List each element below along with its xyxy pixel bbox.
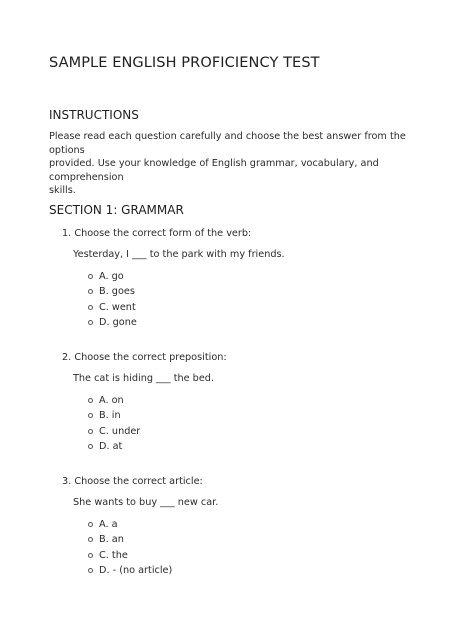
section-1-heading: SECTION 1: GRAMMAR [49, 203, 184, 217]
option-item [88, 532, 172, 547]
instructions-heading: INSTRUCTIONS [49, 108, 139, 122]
instructions-line: provided. Use your knowledge of English grammar, vocabulary, and comprehension [49, 158, 379, 183]
instructions-line: Please read each question carefully and choose the best answer from the options [49, 131, 406, 156]
option-label: D. - (no article) [99, 564, 173, 576]
bullet-icon [88, 568, 93, 573]
bullet-icon [88, 320, 93, 325]
option-label: B. an [99, 534, 124, 546]
question-1-prompt: 1. Choose the correct form of the verb: [62, 228, 252, 239]
question-3-prompt: 3. Choose the correct article: [62, 476, 203, 487]
question-3-stem: She wants to buy ___ new car. [73, 497, 219, 508]
bullet-icon [88, 537, 93, 542]
option-item [88, 300, 137, 315]
option-item [88, 284, 137, 299]
option-label: D. at [99, 440, 123, 452]
bullet-icon [88, 413, 93, 418]
option-item [88, 424, 140, 439]
option-label: C. under [99, 425, 141, 437]
option-label: A. on [99, 395, 124, 406]
instructions-line: skills. [49, 185, 76, 197]
bullet-icon [88, 444, 93, 449]
option-item [88, 563, 172, 578]
bullet-icon [88, 522, 93, 527]
question-2-prompt: 2. Choose the correct preposition: [62, 352, 227, 363]
bullet-icon [88, 305, 93, 310]
bullet-icon [88, 553, 93, 558]
bullet-icon [88, 289, 93, 294]
question-1-options [88, 269, 137, 330]
option-item [88, 548, 172, 563]
option-item [88, 439, 140, 454]
question-2-options [88, 393, 140, 454]
option-label: B. goes [99, 286, 135, 298]
option-item [88, 393, 140, 408]
question-3-options [88, 517, 172, 578]
question-2-stem: The cat is hiding ___ the bed. [73, 373, 215, 384]
option-label: B. in [99, 410, 121, 422]
option-label: D. gone [99, 316, 137, 328]
option-item [88, 269, 137, 284]
bullet-icon [88, 429, 93, 434]
instructions-paragraph [49, 130, 439, 198]
option-label: C. went [99, 301, 136, 313]
question-1-stem: Yesterday, I ___ to the park with my friends. [73, 249, 285, 260]
option-label: A. go [99, 271, 124, 282]
option-label: A. a [99, 519, 118, 530]
option-label: C. the [99, 549, 128, 561]
option-item [88, 408, 140, 423]
bullet-icon [88, 398, 93, 403]
option-item [88, 517, 172, 532]
option-item [88, 315, 137, 330]
page-title: SAMPLE ENGLISH PROFICIENCY TEST [49, 55, 320, 71]
bullet-icon [88, 274, 93, 279]
